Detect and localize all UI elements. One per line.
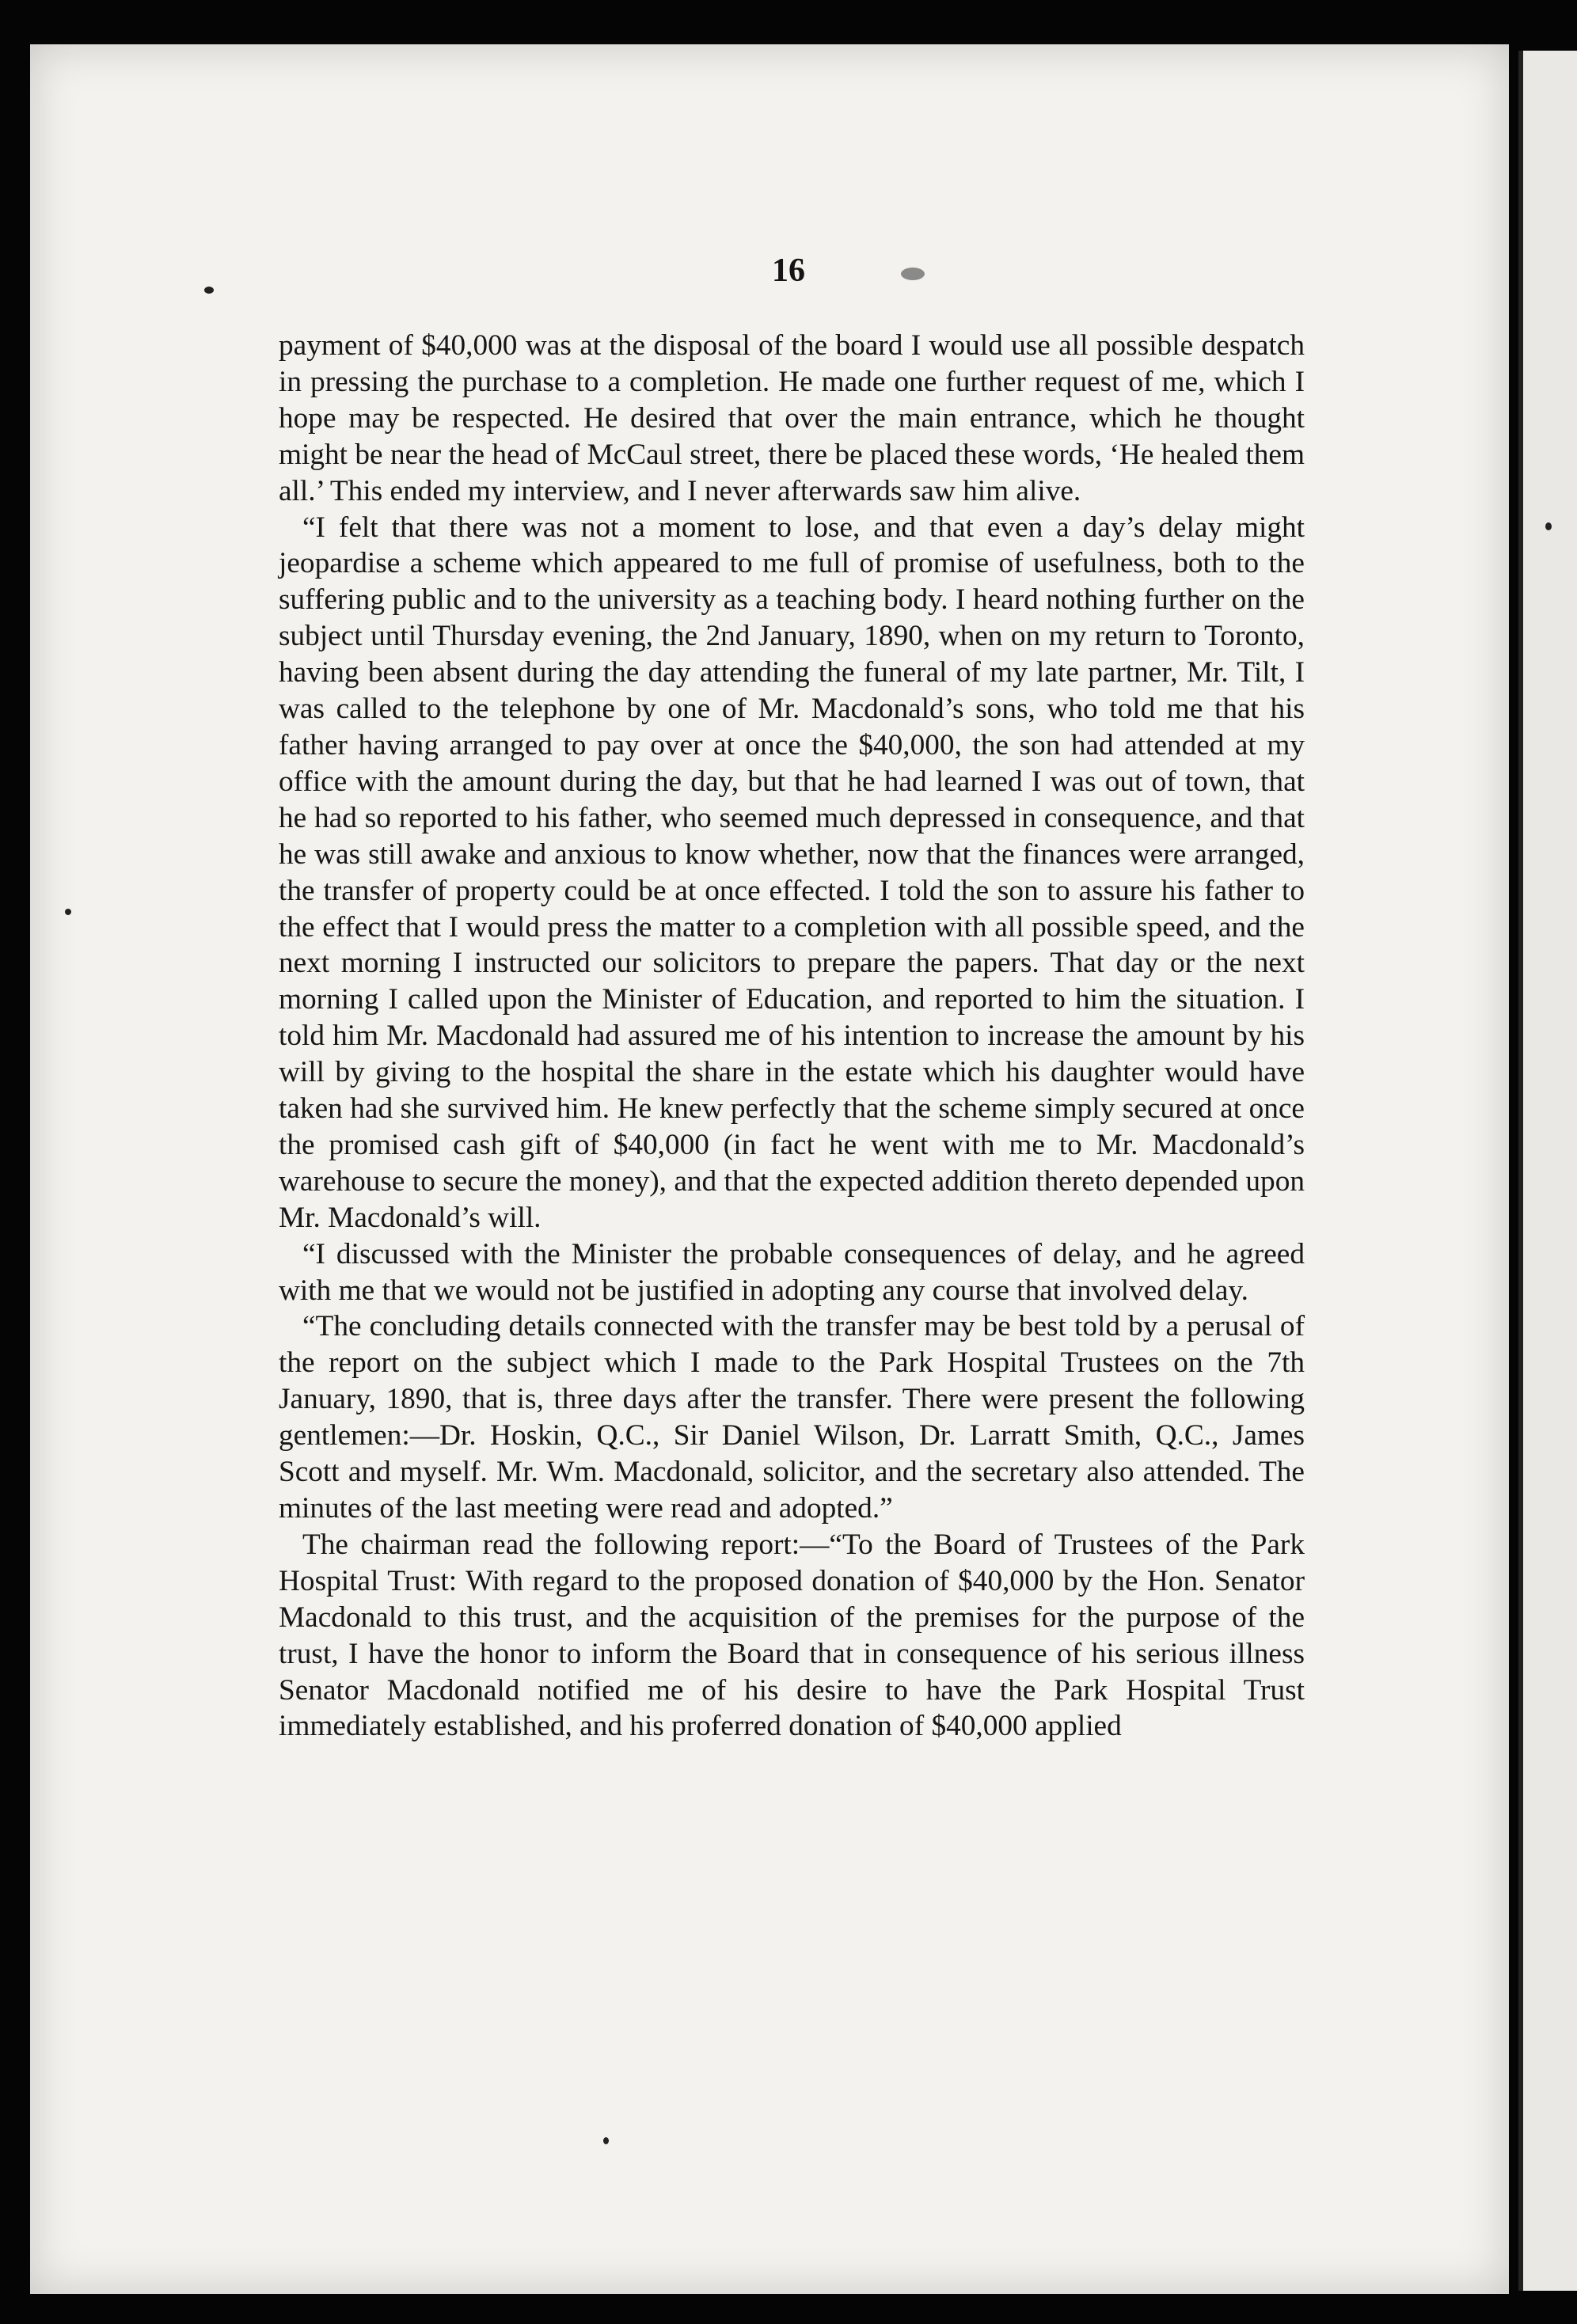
facing-page-edge — [1518, 51, 1577, 2291]
body-text — [279, 328, 1305, 1745]
paragraph: “The concluding details connected with the transfer may be best told by a perusal of the report on the subject which I made to the Park Hospital Trustees on the 7th January, 1890, that is, three days after the transfer. There were present the following gentlemen:—Dr. Hoskin, Q.C., Sir Daniel Wilson, Dr. Larratt Smith, Q.C., James Scott and myself. Mr. Wm. Macdonald, solicitor, and the secretary also attended. The minutes of the last meeting were read and adopted.” — [279, 1310, 1305, 1525]
paragraph: The chairman read the following report:—“To the Board of Trustees of the Park Hospital Trust: With regard to the proposed donation of $40,000 by the Hon. Senator Macdonald to this trust, and the acquisition of the premises for the purpose of the trust, I have the honor to inform the Board that in consequence of his serious illness Senator Macdonald notified me of his desire to have the Park Hospital Trust immediately established, and his proferred donation of $40,000 applied — [279, 1528, 1305, 1743]
scan-speck — [65, 909, 71, 915]
scan-speck — [1545, 522, 1552, 530]
scan-speck — [603, 2137, 609, 2144]
paragraph: payment of $40,000 was at the disposal of the board I would use all possible despatch in pressing the purchase to a completion. He made one further request of me, which I hope may be respected. He desired that over the main entrance, which he thought might be near the head of McCaul street, there be placed these words, ‘He healed them all.’ This ended my interview, and I never afterwards saw him alive. — [279, 329, 1305, 507]
paragraph: “I felt that there was not a moment to lose, and that even a day’s delay might jeopardise a scheme which appeared to me full of promise of usefulness, both to the suffering public and to the university as a teaching body. I heard nothing further on the subject until Thursday evening, the 2nd January, 1890, when on my return to Toronto, having been absent during the day attending the funeral of my late partner, Mr. Tilt, I was called to the telephone by one of Mr. Macdonald’s sons, who told me that his father having arranged to pay over at once the $40,000, the son had attended at my office with the amount during the day, but that he had learned I was out of town, that he had so reported to his father, who seemed much depressed in consequence, and that he was still awake and anxious to know whether, now that the finances were arranged, the transfer of property could be at once effected. I told the son to assure his father to the effect that I would press the matter to a completion with all possible speed, and the next morning I instructed our solicitors to prepare the papers. That day or the next morning I called upon the Minister of Education, and reported to him the situation. I told him Mr. Macdonald had assured me of his intention to increase the amount by his will by giving to the hospital the share in the estate which his daughter would have taken had she survived him. He knew perfectly that the scheme simply secured at once the promised cash gift of $40,000 (in fact he went with me to Mr. Macdonald’s warehouse to secure the money), and that the expected addition thereto depended upon Mr. Macdonald’s will. — [279, 511, 1305, 1234]
paragraph: “I discussed with the Minister the probable consequences of delay, and he agreed with me that we would not be justified in adopting any course that involved delay. — [279, 1237, 1305, 1307]
page-number: 16 — [772, 253, 805, 289]
